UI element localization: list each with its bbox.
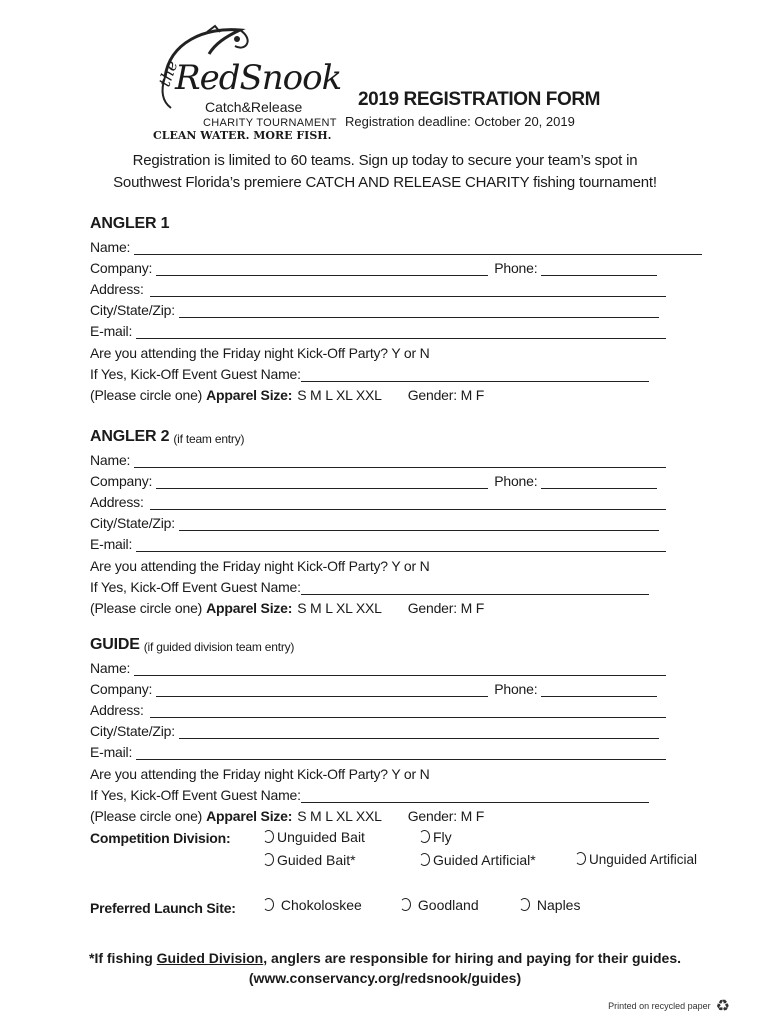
guided-division-link[interactable]: Guided Division [156,950,264,966]
logo-tagline: CLEAN WATER. MORE FISH. [153,129,332,142]
division-label: Competition Division: [90,830,231,846]
guide-name-field[interactable] [134,660,666,676]
angler2-city-row: City/State/Zip: [90,510,659,531]
apparel-sizes[interactable]: S M L XL XXL [297,808,382,824]
angler1-company-row: Company: Phone: [90,255,657,276]
section-title: GUIDE [90,636,140,653]
logo-subtitle-2: CHARITY TOURNAMENT [203,117,337,129]
apparel-sizes[interactable]: S M L XL XXL [297,387,382,403]
section-note: (if guided division team entry) [143,640,295,654]
division-fly[interactable]: Fly [419,829,452,845]
angler1-city-field[interactable] [179,302,659,318]
angler2-apparel-row: (Please circle one) Apparel Size: S M L XL XXL Gender: M F [90,600,485,616]
logo-title: RedSnook [175,58,342,98]
angler2-guest-field[interactable] [301,579,649,595]
guide-city-row: City/State/Zip: [90,718,659,739]
logo-the: the [154,57,182,90]
angler2-email-row: E-mail: [90,531,666,552]
apparel-sizes[interactable]: S M L XL XXL [297,600,382,616]
division-unguided-bait[interactable]: Unguided Bait [263,829,365,845]
radio-icon [400,898,411,911]
angler2-phone-field[interactable] [541,473,657,489]
angler2-email-field[interactable] [136,536,666,552]
radio-icon [263,898,274,911]
guide-email-field[interactable] [136,744,666,760]
section-note: (if team entry) [173,432,245,446]
registration-deadline: Registration deadline: October 20, 2019 [345,114,575,129]
recycled-paper-note: Printed on recycled paper ♻ [608,998,730,1015]
gender-options[interactable]: Gender: M F [407,387,485,403]
angler1-address-row: Address: [90,276,666,297]
guide-address-field[interactable] [150,702,666,718]
angler1-heading [90,212,169,233]
angler1-name-field[interactable] [134,239,702,255]
launch-goodland[interactable]: Goodland [400,897,479,913]
guide-address-row: Address: [90,697,666,718]
angler1-email-row: E-mail: [90,318,666,339]
angler1-guest-row: If Yes, Kick-Off Event Guest Name: [90,361,649,382]
division-guided-bait[interactable]: Guided Bait* [263,852,356,868]
angler1-guest-field[interactable] [301,366,649,382]
angler2-guest-row: If Yes, Kick-Off Event Guest Name: [90,574,649,595]
angler1-email-field[interactable] [136,323,666,339]
angler1-city-row: City/State/Zip: [90,297,659,318]
gender-options[interactable]: Gender: M F [407,808,485,824]
guided-footnote: *If fishing Guided Division, anglers are responsible for hiring and paying for their guides. (www.conservancy.org/redsnook/guides) [60,948,710,988]
division-unguided-artificial[interactable]: Unguided Artificial [575,852,697,867]
guide-name-row: Name: [90,655,666,676]
launch-naples[interactable]: Naples [519,897,580,913]
radio-icon [519,898,530,911]
gender-options[interactable]: Gender: M F [407,600,485,616]
angler1-apparel-row: (Please circle one) Apparel Size: S M L XL XXL Gender: M F [90,387,485,403]
section-title: ANGLER 1 [90,215,170,232]
intro-line-2: Southwest Florida’s premiere CATCH AND RELEASE CHARITY fishing tournament! [113,174,657,191]
intro-text [60,150,710,194]
form-title: 2019 REGISTRATION FORM [358,89,601,110]
angler2-heading [90,425,244,446]
guide-email-row: E-mail: [90,739,666,760]
angler1-party-row: Are you attending the Friday night Kick-Off Party? Y or N [90,345,430,361]
angler1-company-field[interactable] [156,260,488,276]
radio-icon [419,853,430,866]
radio-icon [419,830,430,843]
division-guided-artificial[interactable]: Guided Artificial* [419,852,536,868]
radio-icon [263,830,274,843]
launch-chokoloskee[interactable]: Chokoloskee [263,897,362,913]
angler2-party-row: Are you attending the Friday night Kick-Off Party? Y or N [90,558,430,574]
angler1-phone-field[interactable] [541,260,657,276]
angler2-name-field[interactable] [134,452,666,468]
section-title: ANGLER 2 [90,428,170,445]
radio-icon [263,853,274,866]
guide-city-field[interactable] [179,723,659,739]
guide-guest-row: If Yes, Kick-Off Event Guest Name: [90,782,649,803]
logo-subtitle: Catch&Release [205,99,303,115]
intro-line-1: Registration is limited to 60 teams. Sign up today to secure your team’s spot in [132,152,638,169]
angler2-company-row: Company: Phone: [90,468,657,489]
recycle-icon: ♻ [715,998,730,1015]
guide-heading [90,633,294,654]
angler2-company-field[interactable] [156,473,488,489]
guides-url[interactable]: (www.conservancy.org/redsnook/guides) [248,970,522,986]
guide-company-row: Company: Phone: [90,676,657,697]
angler2-address-field[interactable] [150,494,666,510]
guide-party-row: Are you attending the Friday night Kick-Off Party? Y or N [90,766,430,782]
angler1-address-field[interactable] [150,281,666,297]
guide-guest-field[interactable] [301,787,649,803]
angler1-name-row: Name: [90,234,702,255]
launch-label: Preferred Launch Site: [90,900,236,916]
angler2-city-field[interactable] [179,515,659,531]
guide-company-field[interactable] [156,681,488,697]
angler2-address-row: Address: [90,489,666,510]
radio-icon [575,852,586,865]
guide-apparel-row: (Please circle one) Apparel Size: S M L XL XXL Gender: M F [90,808,485,824]
tournament-logo [145,22,345,147]
angler2-name-row: Name: [90,447,666,468]
guide-phone-field[interactable] [541,681,657,697]
